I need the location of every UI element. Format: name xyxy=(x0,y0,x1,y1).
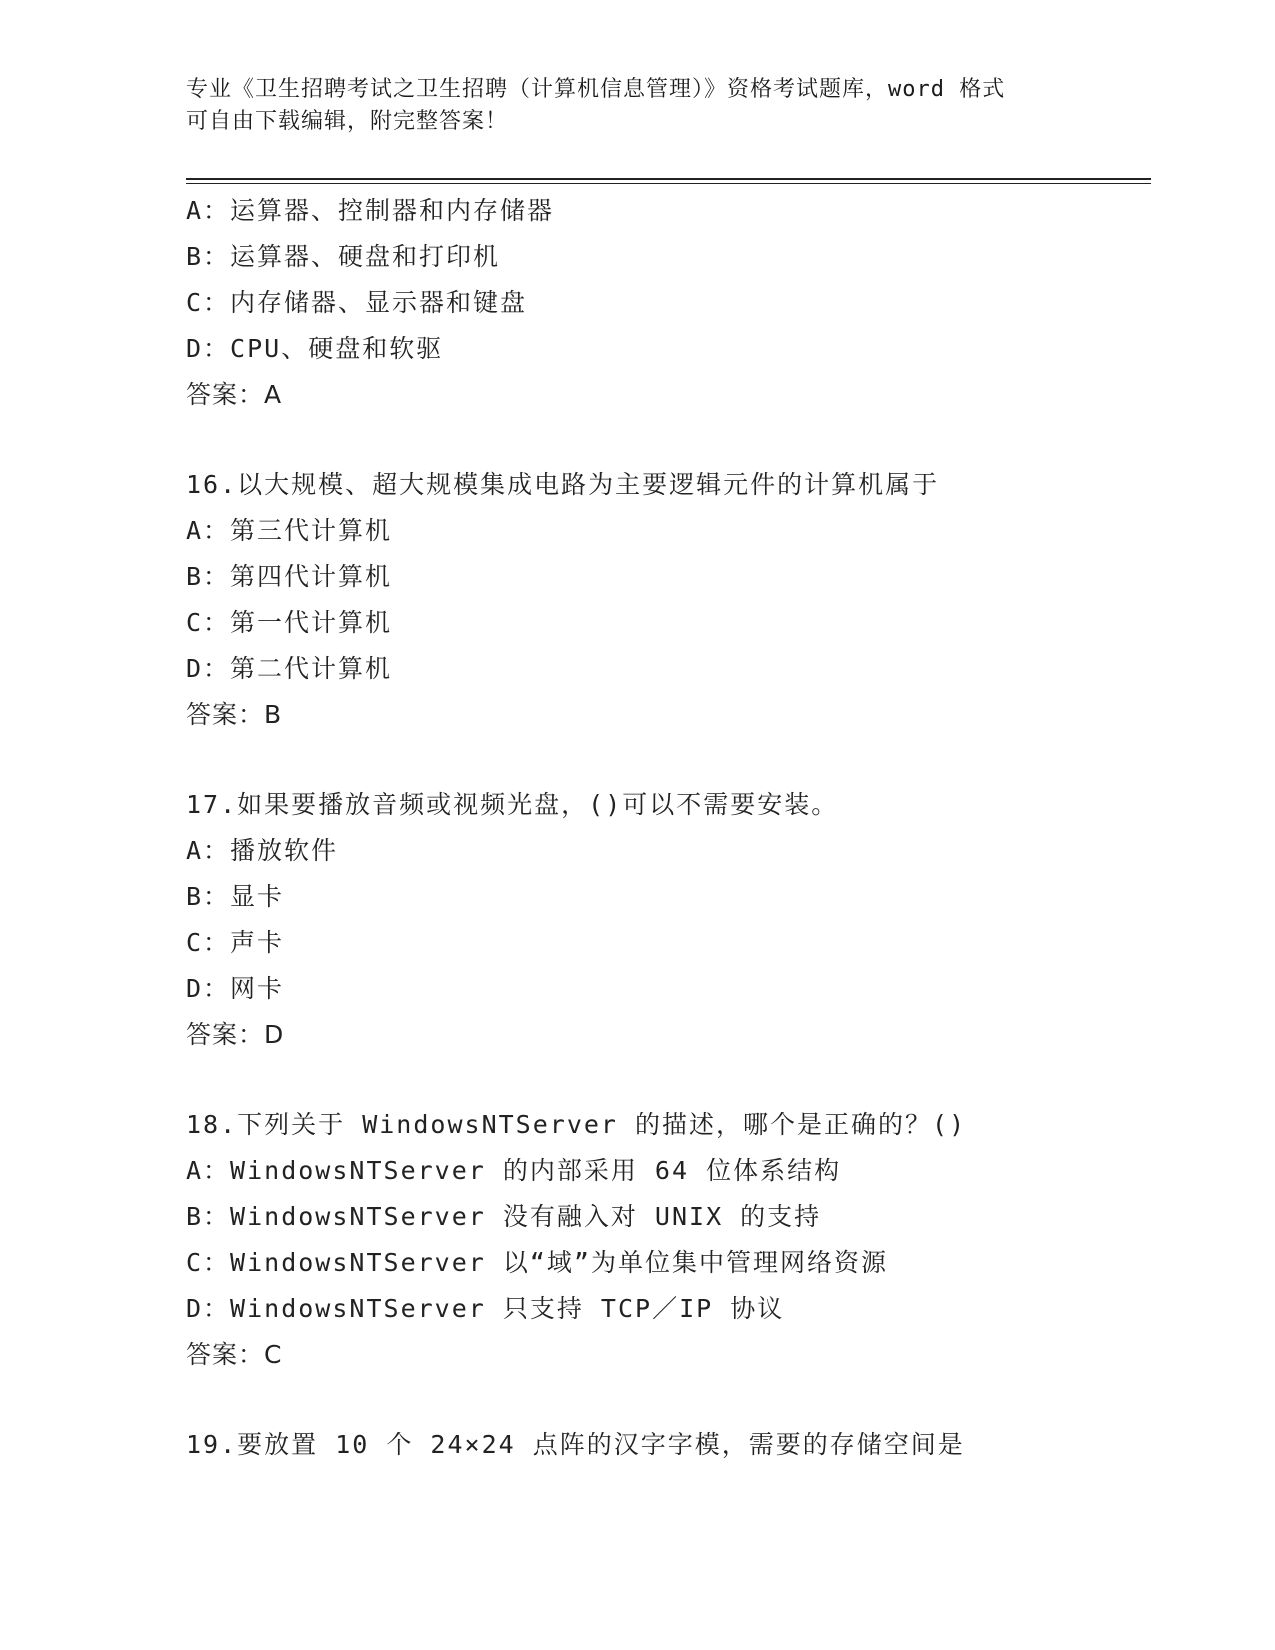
question-block-15 xyxy=(186,188,1146,418)
question-block-18 xyxy=(186,1102,1146,1378)
question-text: 17.如果要播放音频或视频光盘，()可以不需要安装。 xyxy=(186,790,839,819)
question-block-19 xyxy=(186,1422,1146,1468)
header-divider-thick xyxy=(186,178,1151,180)
spacer xyxy=(186,418,1146,462)
option-b: B：WindowsNTServer 没有融入对 UNIX 的支持 xyxy=(186,1202,822,1231)
question-text: 16.以大规模、超大规模集成电路为主要逻辑元件的计算机属于 xyxy=(186,470,940,499)
option-d: D：CPU、硬盘和软驱 xyxy=(186,334,444,363)
answer-line: 答案：C xyxy=(186,1340,283,1369)
question-block-16 xyxy=(186,462,1146,738)
option-d: D：网卡 xyxy=(186,974,285,1003)
answer-line: 答案：A xyxy=(186,380,283,409)
option-c: C：WindowsNTServer 以“域”为单位集中管理网络资源 xyxy=(186,1248,888,1277)
answer-line: 答案：B xyxy=(186,700,283,729)
spacer xyxy=(186,1378,1146,1422)
option-b: B：运算器、硬盘和打印机 xyxy=(186,242,501,271)
question-text: 18.下列关于 WindowsNTServer 的描述，哪个是正确的？() xyxy=(186,1110,967,1139)
option-a: A：第三代计算机 xyxy=(186,516,393,545)
option-c: C：声卡 xyxy=(186,928,285,957)
option-b: B：显卡 xyxy=(186,882,285,911)
spacer xyxy=(186,738,1146,782)
option-c: C：第一代计算机 xyxy=(186,608,393,637)
option-c: C：内存储器、显示器和键盘 xyxy=(186,288,528,317)
question-list xyxy=(186,188,1146,1468)
question-text: 19.要放置 10 个 24×24 点阵的汉字字模，需要的存储空间是 xyxy=(186,1430,965,1459)
option-a: A：WindowsNTServer 的内部采用 64 位体系结构 xyxy=(186,1156,842,1185)
option-d: D：第二代计算机 xyxy=(186,654,393,683)
header-line-2: 可自由下载编辑，附完整答案！ xyxy=(186,109,509,134)
question-block-17 xyxy=(186,782,1146,1058)
header-line-1: 专业《卫生招聘考试之卫生招聘（计算机信息管理）》资格考试题库，word 格式 xyxy=(186,77,1006,102)
document-header xyxy=(186,74,1086,138)
spacer xyxy=(186,1058,1146,1102)
option-a: A：播放软件 xyxy=(186,836,339,865)
option-a: A：运算器、控制器和内存储器 xyxy=(186,196,555,225)
option-d: D：WindowsNTServer 只支持 TCP／IP 协议 xyxy=(186,1294,785,1323)
answer-line: 答案：D xyxy=(186,1020,285,1049)
option-b: B：第四代计算机 xyxy=(186,562,393,591)
header-divider-thin xyxy=(186,183,1151,184)
